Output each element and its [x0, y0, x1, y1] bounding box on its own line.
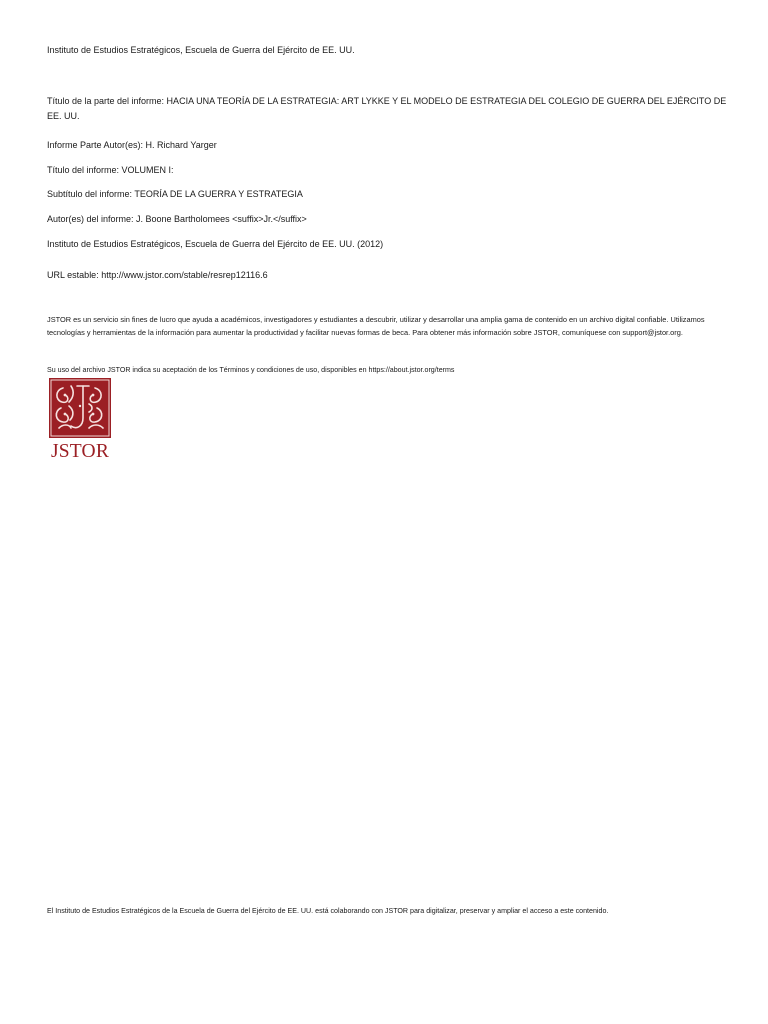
footer-collaboration: El Instituto de Estudios Estratégicos de la Escuela de Guerra del Ejército de EE. UU. está colaborando con JSTOR para digitalizar, preservar y ampliar el acceso a este contenido. [47, 907, 609, 915]
report-part-title: Título de la parte del informe: HACIA UNA TEORÍA DE LA ESTRATEGIA: ART LYKKE Y EL MODELO DE ESTRATEGIA DEL COLEGIO DE GUERRA DEL EJÉRCITO DE EE. UU. [47, 96, 727, 121]
part-author: Informe Parte Autor(es): H. Richard Yarger [47, 140, 217, 150]
publisher-line: Instituto de Estudios Estratégicos, Escuela de Guerra del Ejército de EE. UU. (2012) [47, 239, 384, 249]
report-author: Autor(es) del informe: J. Boone Bartholomees <suffix>Jr.</suffix> [47, 214, 307, 224]
terms-notice: Su uso del archivo JSTOR indica su aceptación de los Términos y condiciones de uso, disponibles en https://about.jstor.org/terms [47, 366, 455, 374]
report-subtitle: Subtítulo del informe: TEORÍA DE LA GUERRA Y ESTRATEGIA [47, 189, 303, 199]
jstor-emblem-icon [49, 378, 111, 438]
stable-url[interactable]: URL estable: http://www.jstor.com/stable/resrep12116.6 [47, 270, 268, 280]
report-title: Título del informe: VOLUMEN I: [47, 165, 174, 175]
header-institute: Instituto de Estudios Estratégicos, Escuela de Guerra del Ejército de EE. UU. [47, 45, 355, 55]
jstor-logo [49, 378, 111, 464]
jstor-description: JSTOR es un servicio sin fines de lucro que ayuda a académicos, investigadores y estudiantes a descubrir, utilizar y desarrollar una amplia gama de contenido en un archivo digital confiable. Utilizamos tecnologías y herramientas de la información para aumentar la productividad y facilitar nuevas formas de beca. Para obtener más información sobre JSTOR, comuníquese con support@jstor.org. [47, 315, 705, 337]
jstor-wordmark: JSTOR [50, 441, 110, 462]
